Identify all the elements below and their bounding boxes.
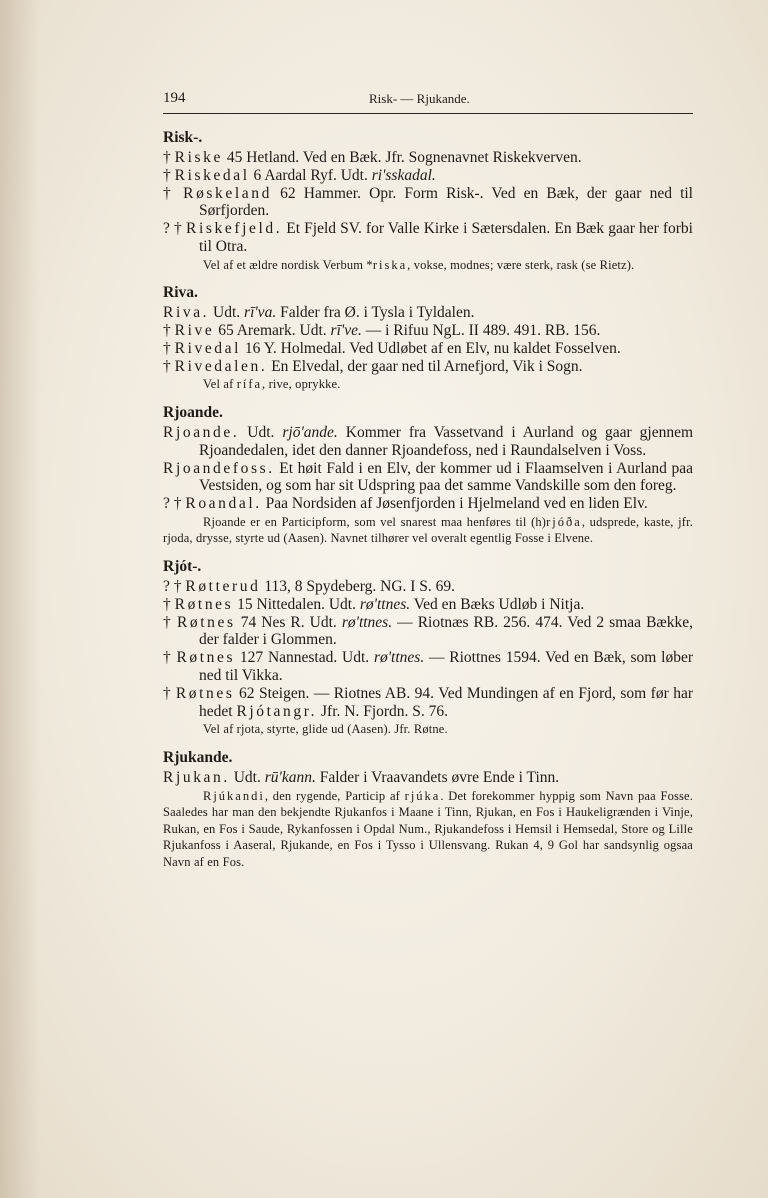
entry-prefix: † <box>163 613 177 631</box>
page-number: 194 <box>163 90 186 106</box>
etymology-note <box>163 376 693 393</box>
note-spaced-word: rjóða <box>546 514 582 529</box>
note-spaced-word: Rjúkandi <box>203 788 265 803</box>
entry-text: 113, 8 Spydeberg. NG. I S. 69. <box>260 577 456 595</box>
entry-text: 45 Hetland. Ved en Bæk. Jfr. Sognenavnet Riskekverven. <box>222 149 582 166</box>
section-rjukande <box>163 748 693 870</box>
section-risk <box>163 128 693 273</box>
running-header <box>163 90 693 110</box>
section-heading: Riva. <box>163 284 198 302</box>
entry <box>163 304 693 322</box>
entry-prefix: † <box>163 339 175 357</box>
dictionary-content <box>163 128 693 880</box>
entry-name: Rjoande. <box>163 423 240 441</box>
pronunciation: rø'ttnes. <box>373 649 425 667</box>
entry-name: Rjukan. <box>163 768 230 786</box>
pronunciation: rjō'ande. <box>282 423 338 441</box>
pronunciation: rø'ttnes. <box>341 613 393 631</box>
etymology-note <box>163 514 693 547</box>
note-text: , udsprede, kaste, jfr. rjoda, drysse, styrte ud (Aasen). Navnet tilhører vel overalt egentlig Fosse i Elvene. <box>163 514 693 546</box>
entry-name: Riske <box>174 149 223 166</box>
entry-prefix: † <box>163 322 175 340</box>
section-heading: Risk-. <box>163 129 203 146</box>
entry-name: Røskeland <box>183 184 272 202</box>
entry-text: 62 Steigen. — Riotnes AB. 94. Ved Mundingen af en Fjord, som før har hedet <box>199 684 694 720</box>
entry-text: — Riottnes 1594. Ved en Bæk, som løber ned til Vikka. <box>199 649 693 684</box>
entry-prefix: † <box>163 166 175 184</box>
entry-text: 62 Hammer. Opr. Form Risk-. Ved en Bæk, der gaar ned til Sørfjorden. <box>199 184 693 220</box>
entry-text: 6 Aardal Ryf. Udt. <box>249 166 372 184</box>
entry-text: Falder i Vraavandets øvre Ende i Tinn. <box>315 768 560 786</box>
entry-prefix: † <box>163 595 175 613</box>
pronunciation: ri'sskadal. <box>371 166 436 184</box>
section-heading: Rjukande. <box>163 748 233 766</box>
note-text: , rive, oprykke. <box>262 377 341 392</box>
entry-name: Røtnes <box>175 684 235 702</box>
entry-name: Rjoandefoss. <box>163 459 275 477</box>
entry <box>163 322 693 340</box>
entry-text: Et Fjeld SV. for Valle Kirke i Sætersdalen. En Bæk gaar her forbi til Otra. <box>199 220 693 255</box>
section-riva <box>163 283 693 393</box>
entry-text: 15 Nittedalen. Udt. <box>233 595 360 613</box>
note-spaced-word: rjúka <box>404 788 441 803</box>
entry-prefix: ? † <box>163 220 187 238</box>
entry <box>163 685 693 721</box>
entry-prefix: † <box>163 357 175 375</box>
note-text: Vel af <box>203 377 237 392</box>
etymology-note <box>163 788 693 871</box>
running-title: Risk- — Rjukande. <box>369 91 470 106</box>
entry-spaced-name: Rjótangr. <box>236 702 318 720</box>
entry-name: Rive <box>174 322 215 340</box>
section-heading: Rjót-. <box>163 557 202 575</box>
etymology-note <box>163 721 693 738</box>
entry-prefix: † <box>163 649 177 667</box>
etymology-note <box>163 257 693 274</box>
entry-text: 16 Y. Holmedal. Ved Udløbet af en Elv, nu kaldet Fosselven. <box>241 339 621 357</box>
entry <box>163 149 693 167</box>
entry-name: Røtnes <box>176 649 236 667</box>
entry-text: Udt. <box>239 423 283 441</box>
entry <box>163 460 693 496</box>
header-rule <box>163 113 693 114</box>
entry <box>163 614 693 650</box>
note-text: Vel af et ældre nordisk Verbum * <box>203 257 373 272</box>
note-text: Rjoande er en Participform, som vel snarest maa henføres til (h) <box>203 514 547 529</box>
entry-name: Røtnes <box>174 595 234 613</box>
pronunciation: rū'kann. <box>264 768 316 786</box>
page-edge-shadow <box>0 0 40 1198</box>
entry <box>163 220 693 256</box>
entry <box>163 769 693 787</box>
entry-text: 74 Nes R. Udt. <box>235 613 342 631</box>
entry-prefix: † <box>163 184 184 202</box>
entry-name: Røtnes <box>176 613 236 631</box>
entry <box>163 358 693 376</box>
section-rjot <box>163 557 693 738</box>
entry <box>163 167 693 185</box>
entry <box>163 340 693 358</box>
note-text: , vokse, modnes; være sterk, rask (se Rietz). <box>407 257 635 272</box>
entry-text: Falder fra Ø. i Tysla i Tyldalen. <box>276 304 475 322</box>
entry-text: Ved en Bæks Udløb i Nitja. <box>410 595 585 613</box>
entry <box>163 495 693 513</box>
entry-name: Roandal. <box>185 495 262 513</box>
entry <box>163 578 693 596</box>
entry-text: Jfr. N. Fjordn. S. 76. <box>317 702 449 720</box>
entry-text: — Riotnæs RB. 256. 474. Ved 2 smaa Bække, der falder i Glommen. <box>199 613 694 649</box>
note-spaced-word: riska <box>372 257 408 272</box>
entry-name: Riskedal <box>174 166 250 184</box>
entry-text: 127 Nannestad. Udt. <box>235 649 374 667</box>
entry-name: Rivedalen. <box>174 357 268 375</box>
entry-text: Paa Nordsiden af Jøsenfjorden i Hjelmeland ved en liden Elv. <box>261 495 648 513</box>
note-text: Vel af rjota, styrte, glide ud (Aasen). Jfr. Røtne. <box>203 722 448 737</box>
entry-text: — i Rifuu NgL. II 489. 491. RB. 156. <box>361 322 601 340</box>
entry <box>163 649 693 685</box>
entry-text: Udt. <box>229 768 265 786</box>
entry-text: Et høit Fald i en Elv, der kommer ud i Flaamselven i Aurland paa Vestsiden, og som har sit Udspring paa det samme Vandskille som den foreg. <box>199 459 693 495</box>
entry-name: Riskefjeld. <box>186 220 283 238</box>
entry-text: 65 Aremark. Udt. <box>214 322 331 340</box>
entry-text: Udt. <box>209 304 245 322</box>
entry-prefix: † <box>163 684 176 702</box>
pronunciation: rø'ttnes. <box>359 595 411 613</box>
entry-prefix: ? † <box>163 577 186 595</box>
note-spaced-word: rífa <box>236 377 263 392</box>
pronunciation: rī'va. <box>244 304 277 322</box>
entry-text: Kommer fra Vassetvand i Aurland og gaar gjennem Rjoandedalen, idet den danner Rjoandefoss, ned i Raundalselven i Voss. <box>199 423 694 459</box>
entry-text: En Elvedal, der gaar ned til Arnefjord, Vik i Sogn. <box>267 357 583 375</box>
pronunciation: rī've. <box>330 322 362 340</box>
entry <box>163 596 693 614</box>
entry <box>163 424 693 460</box>
section-heading: Rjoande. <box>163 403 223 421</box>
entry-prefix: † <box>163 149 175 166</box>
note-text: , den rygende, Particip af <box>264 788 405 803</box>
entry-name: Rivedal <box>174 339 242 357</box>
entry-prefix: ? † <box>163 495 186 513</box>
note-text: . Det forekommer hyppig som Navn paa Fosse. Saaledes har man den bekjendte Rjukanfos i Maane i Tinn, Rjukan, en Fos i Haukeligrænden i Vinje, Rukan, en Fos i Saude, Rykanfossen i Opdal Num., Rjukandefoss i Hemsil i Hemsedal, Store og Lille Rjukanfoss i Aaseral, Rjukande, en Fos i Tysso i Ullensvang. Rukan 4, 9 Gol har sandsynlig ogsaa Navn af en Fos. <box>163 788 693 869</box>
entry <box>163 185 693 221</box>
entry-name: Riva. <box>163 304 210 322</box>
entry-name: Røtterud <box>185 577 261 595</box>
section-rjoande <box>163 403 693 547</box>
